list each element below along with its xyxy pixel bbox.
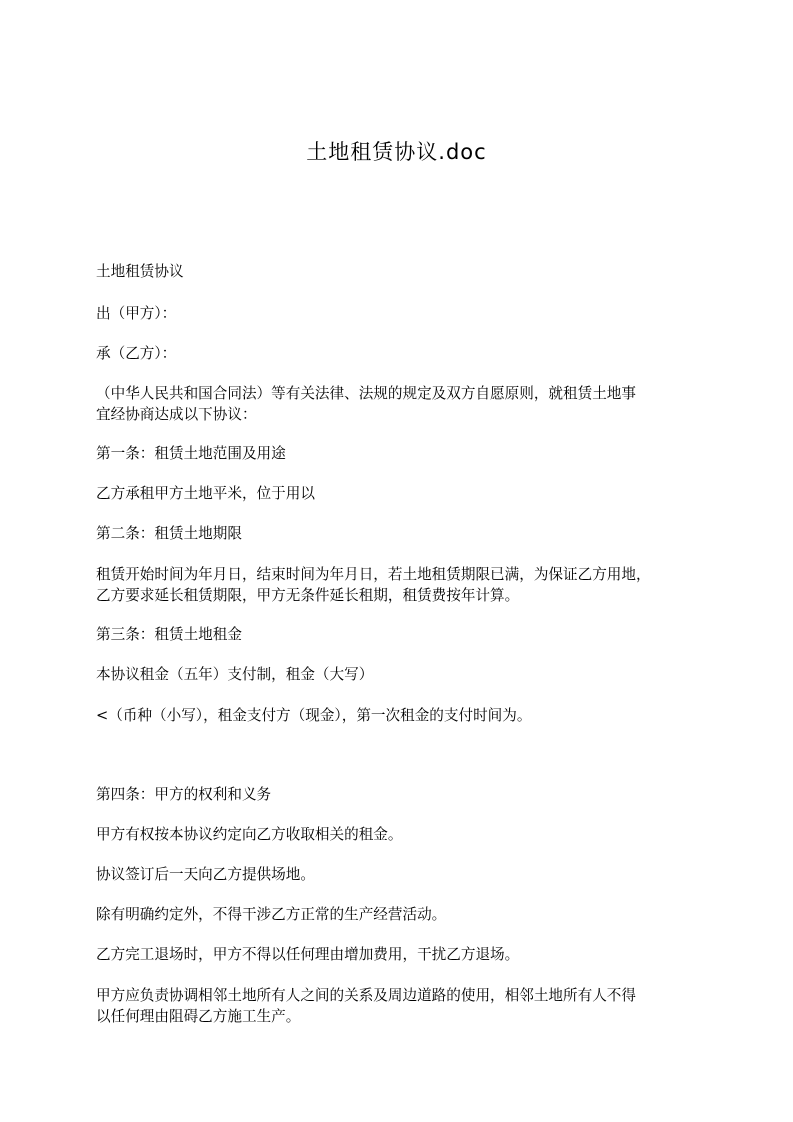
article-2-text-line-1: 租赁开始时间为年月日，结束时间为年月日，若土地租赁期限已满，为保证乙方用地， — [96, 566, 651, 583]
article-4-item-1: 甲方有权按本协议约定向乙方收取相关的租金。 — [96, 826, 403, 843]
paragraph-party-a: 出（甲方）： — [96, 305, 177, 322]
paragraph-party-b: 承（乙方）： — [96, 345, 177, 362]
paragraph-preamble-line-2: 宜经协商达成以下协议： — [96, 406, 257, 423]
article-3-text-2: <（币种（小写），租金支付方（现金），第一次租金的支付时间为。 — [96, 707, 532, 724]
article-3-text-1: 本协议租金（五年）支付制，租金（大写） — [96, 666, 374, 683]
article-4-item-5-line-2: 以任何理由阻碍乙方施工生产。 — [96, 1008, 301, 1025]
paragraph-heading: 土地租赁协议 — [96, 263, 184, 280]
article-3-heading: 第三条：租赁土地租金 — [96, 626, 242, 643]
document-title: 土地租赁协议.doc — [306, 140, 487, 164]
article-2-text-line-2: 乙方要求延长租赁期限，甲方无条件延长租期，租赁费按年计算。 — [96, 587, 520, 604]
paragraph-preamble-line-1: （中华人民共和国合同法）等有关法律、法规的规定及双方自愿原则，就租赁土地事 — [96, 385, 636, 402]
article-4-item-2: 协议签订后一天向乙方提供场地。 — [96, 866, 315, 883]
article-4-heading: 第四条：甲方的权利和义务 — [96, 786, 272, 803]
article-1-heading: 第一条：租赁土地范围及用途 — [96, 445, 286, 462]
article-1-text: 乙方承租甲方土地平米，位于用以 — [96, 485, 315, 502]
article-4-item-4: 乙方完工退场时，甲方不得以任何理由增加费用，干扰乙方退场。 — [96, 946, 520, 963]
article-4-item-3: 除有明确约定外，不得干涉乙方正常的生产经营活动。 — [96, 906, 447, 923]
article-2-heading: 第二条：租赁土地期限 — [96, 525, 242, 542]
article-4-item-5-line-1: 甲方应负责协调相邻土地所有人之间的关系及周边道路的使用，相邻土地所有人不得 — [96, 987, 636, 1004]
